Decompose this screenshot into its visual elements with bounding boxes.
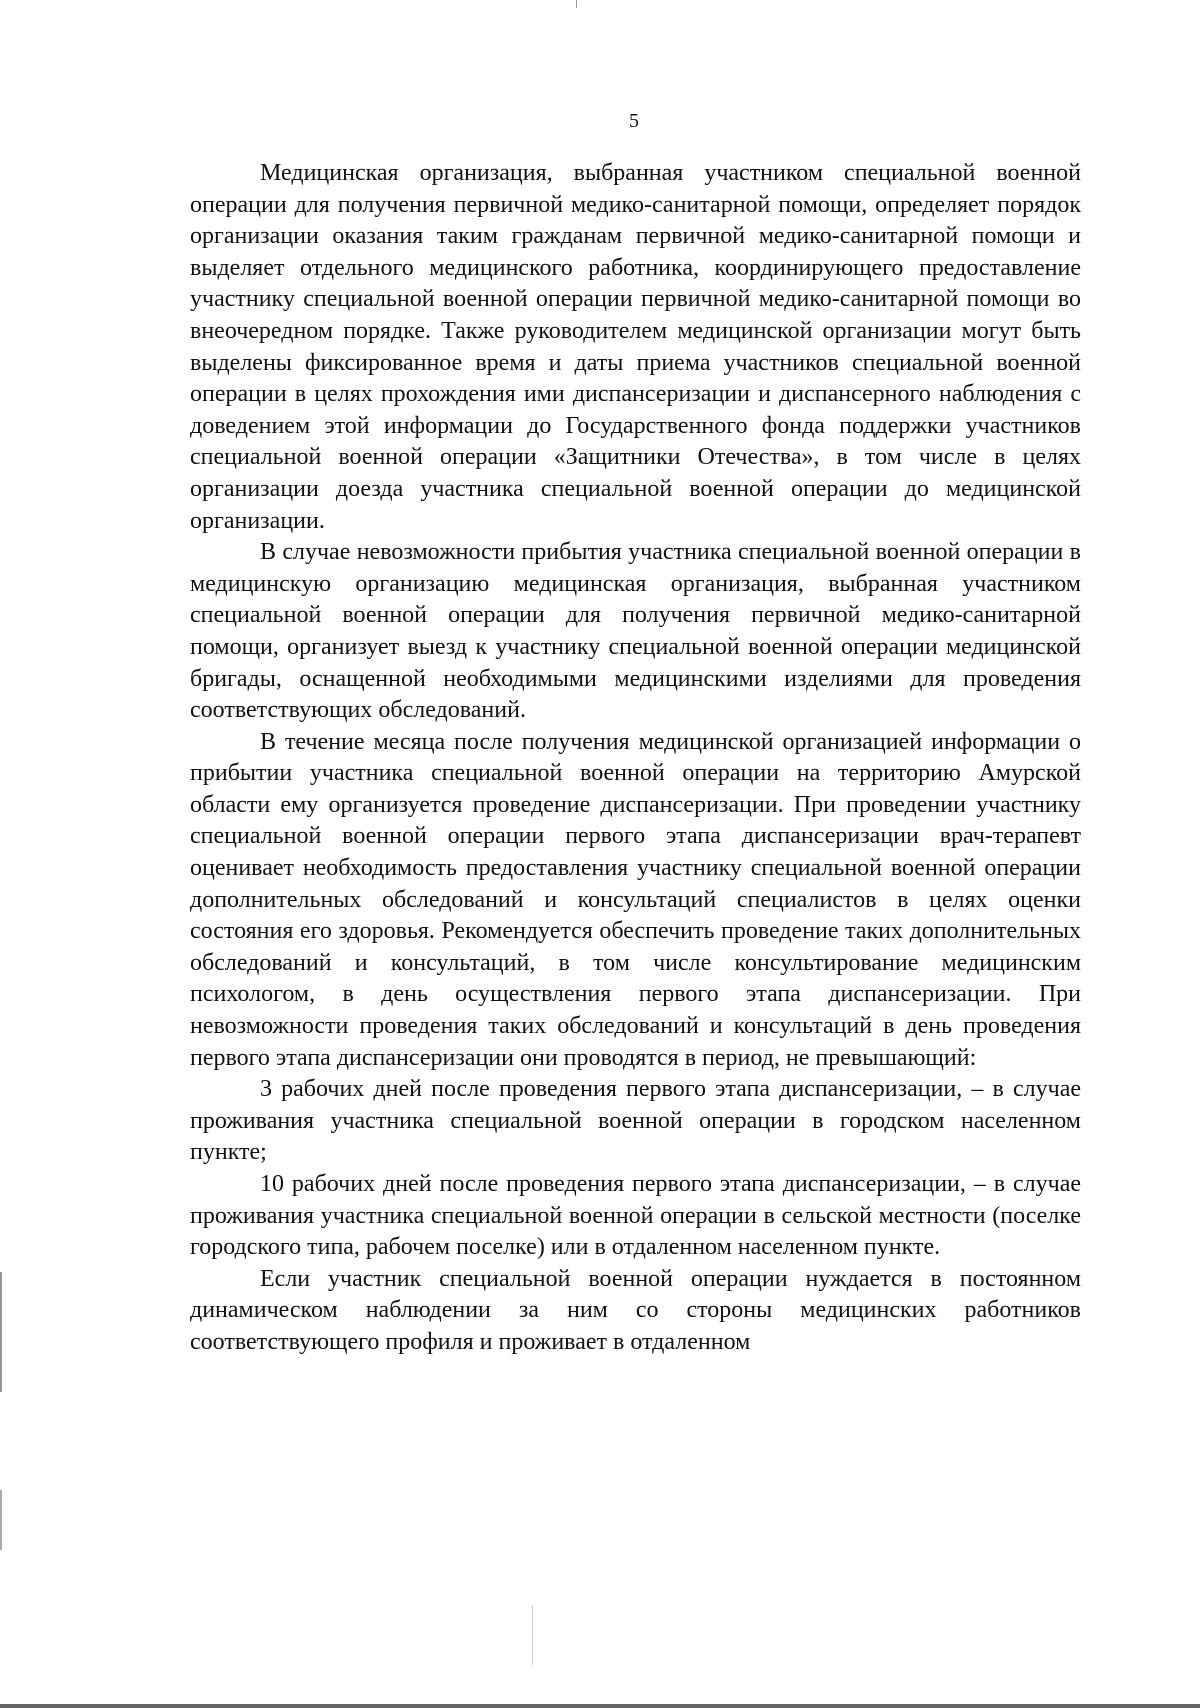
paragraph-dispensarization: В течение месяца после получения медицинской организацией информации о прибытии участника специальной военной операции на территорию Амурской области ему организуется проведение диспансеризации. При проведении участнику специальной военной операции первого этапа диспансеризации врач-терапевт оценивает необходимость предоставления участнику специальной военной операции дополнительных обследований и консультаций специалистов в целях оценки состояния его здоровья. Рекомендуется обеспечить проведение таких дополнительных обследований и консультаций, в том числе консультирование медицинским психологом, в день осуществления первого этапа диспансеризации. При невозможности проведения таких обследований и консультаций в день проведения первого этапа диспансеризации они проводятся в период, не превышающий:: [190, 728, 1081, 1071]
paragraph-medical-organization-procedure: Медицинская организация, выбранная участником специальной военной операции для получения первичной медико-санитарной помощи, определяет порядок организации оказания таким гражданам первичной медико-санитарной помощи и выделяет отдельного медицинского работника, координирующего предоставление участнику специальной военной операции первичной медико-санитарной помощи во внеочередном порядке. Также руководителем медицинской организации могут быть выделены фиксированное время и даты приема участников специальной военной операции в целях прохождения ими диспансеризации и диспансерного наблюдения с доведением этой информации до Государственного фонда поддержки участников специальной военной операции «Защитники Отечества», в том числе в целях организации доезда участника специальной военной операции до медицинской организации.: [190, 160, 1081, 534]
scan-mark: [532, 1605, 533, 1665]
scan-edge-mark: [0, 1272, 2, 1392]
page-number: 5: [629, 110, 639, 132]
document-body: [190, 158, 1081, 1359]
paragraph-mobile-brigade: В случае невозможности прибытия участника специальной военной операции в медицинскую организацию медицинская организация, выбранная участником специальной военной операции для получения первичной медико-санитарной помощи, организует выезд к участнику специальной военной операции медицинской бригады, оснащенной необходимыми медицинскими изделиями для проведения соответствующих обследований.: [190, 539, 1081, 724]
scan-edge-mark: [0, 1490, 2, 1550]
scan-mark: [576, 0, 577, 8]
scan-edge-bottom: [0, 1704, 1200, 1708]
paragraph-rural-deadline: 10 рабочих дней после проведения первого этапа диспансеризации, – в случае проживания участника специальной военной операции в сельской местности (поселке городского типа, рабочем поселке) или в отдаленном населенном пункте.: [190, 1171, 1081, 1261]
paragraph-continuous-monitoring: Если участник специальной военной операции нуждается в постоянном динамическом наблюдении за ним со стороны медицинских работников соответствующего профиля и проживает в отдаленном: [190, 1265, 1081, 1355]
paragraph-urban-deadline: 3 рабочих дней после проведения первого этапа диспансеризации, – в случае проживания участника специальной военной операции в городском населенном пункте;: [190, 1076, 1081, 1166]
